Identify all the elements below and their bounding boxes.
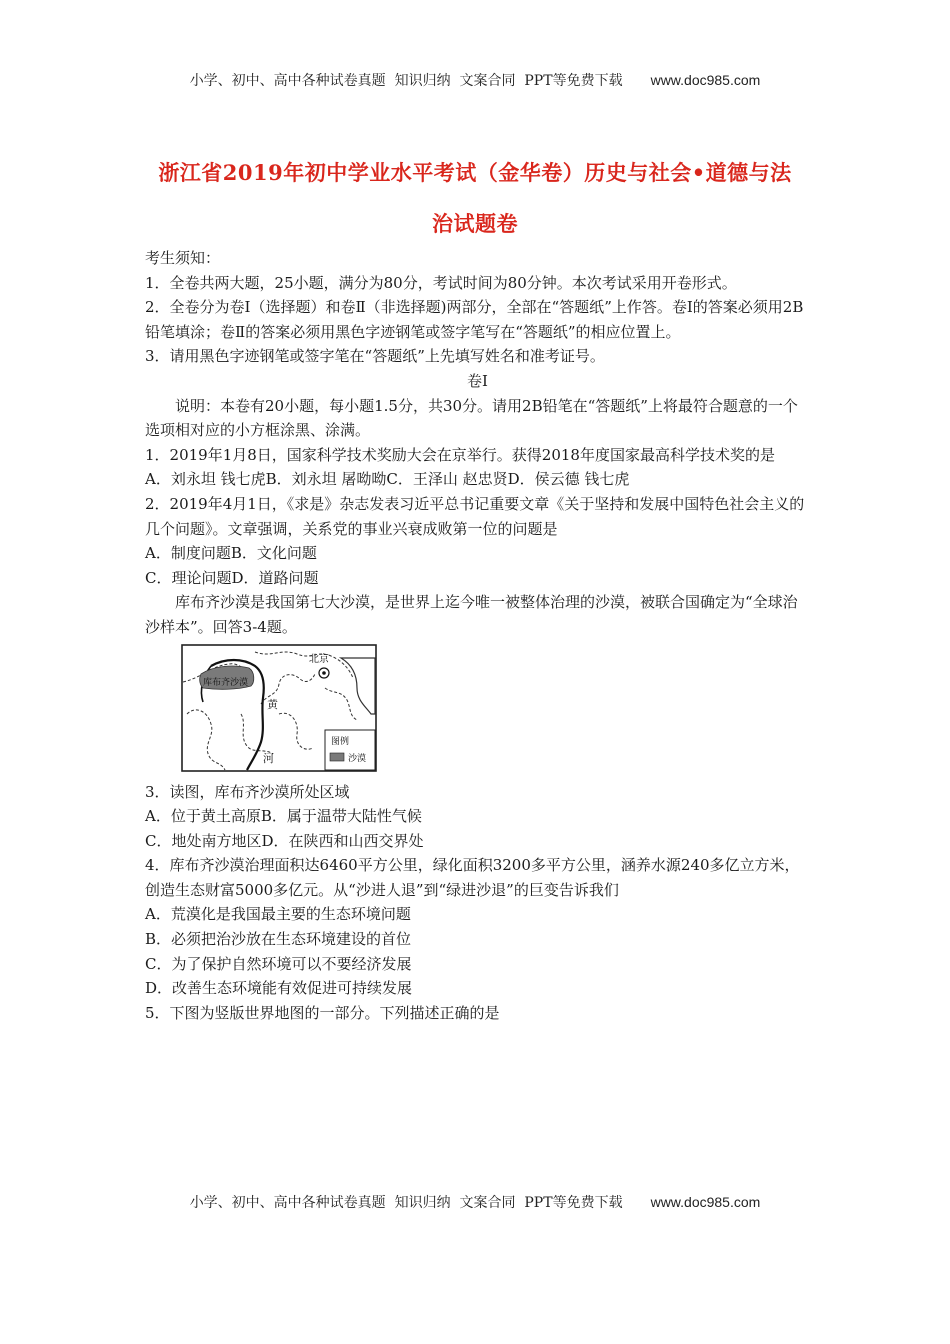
legend-swatch — [330, 753, 344, 761]
question-4-option-d: D．改善生态环境能有效促进可持续发展 — [145, 979, 413, 998]
question-3-stem: 3．读图，库布齐沙漠所处区域 — [145, 782, 350, 801]
desert-passage: 库布齐沙漠是我国第七大沙漠，是世界上迄今唯一被整体治理的沙漠，被联合国确定为“全球治沙样本”。回答3-4题。 — [145, 593, 798, 636]
river-char-huang: 黄 — [267, 697, 278, 711]
page-header — [0, 70, 950, 90]
question-4-option-b: B．必须把治沙放在生态环境建设的首位 — [145, 930, 412, 949]
header-url[interactable]: www.doc985.com — [650, 72, 761, 88]
river-char-he: 河 — [263, 751, 274, 765]
question-4-stem: 4．库布齐沙漠治理面积达6460平方公里，绿化面积3200多平方公里，涵养水源240多亿立方米，创造生态财富5000多亿元。从“沙进人退”到“绿进沙退”的巨变告诉我们 — [145, 856, 800, 899]
question-2-stem: 2．2019年4月1日，《求是》杂志发表习近平总书记重要文章《关于坚持和发展中国特色社会主义的几个问题》。文章强调，关系党的事业兴衰成败第一位的问题是 — [145, 494, 805, 538]
notice-item-2: 2．全卷分为卷Ⅰ（选择题）和卷Ⅱ（非选择题)两部分，全部在“答题纸”上作答。卷Ⅰ的答案必须用2B铅笔填涂；卷Ⅱ的答案必须用黑色字迹钢笔或签字笔写在“答题纸”的相应位置上。 — [145, 298, 804, 341]
exam-body — [145, 246, 810, 1025]
footer-url[interactable]: www.doc985.com — [650, 1194, 761, 1210]
question-1-stem: 1．2019年1月8日，国家科学技术奖励大会在京举行。获得2018年度国家最高科学技术奖的是 — [145, 445, 775, 464]
exam-title-line-1: 浙江省2019年初中学业水平考试（金华卷）历史与社会•道德与法 — [158, 160, 792, 185]
legend-item-label: 沙漠 — [348, 753, 367, 764]
question-4-option-c: C．为了保护自然环境可以不要经济发展 — [145, 954, 412, 973]
beijing-dot-icon — [322, 671, 326, 675]
question-4-option-a: A．荒漠化是我国最主要的生态环境问题 — [145, 905, 411, 924]
map-legend — [325, 730, 375, 770]
exam-title-line-2: 治试题卷 — [432, 211, 518, 236]
question-2-options-cd: C．理论问题D．道路问题 — [145, 568, 319, 587]
desert-label: 库布齐沙漠 — [203, 677, 249, 688]
question-3-options-ab: A．位于黄土高原B．属于温带大陆性气候 — [145, 807, 422, 826]
notice-heading: 考生须知： — [145, 249, 221, 267]
beijing-label: 北京 — [309, 653, 329, 665]
question-2-options-ab: A．制度问题B．文化问题 — [145, 544, 317, 563]
kubuqi-desert-map — [181, 644, 377, 772]
legend-title: 图例 — [331, 736, 350, 747]
footer-text: 小学、初中、高中各种试卷真题 知识归纳 文案合同 PPT等免费下载 — [189, 1195, 623, 1211]
question-5-stem: 5．下图为竖版世界地图的一部分。下列描述正确的是 — [145, 1003, 500, 1022]
section-description: 说明：本卷有20小题，每小题1.5分，共30分。请用2B铅笔在“答题纸”上将最符合题意的一个选项相对应的小方框涂黑、涂满。 — [145, 396, 798, 440]
section-title: 卷Ⅰ — [467, 371, 488, 390]
header-text: 小学、初中、高中各种试卷真题 知识归纳 文案合同 PPT等免费下载 — [189, 73, 623, 89]
notice-item-3: 3．请用黑色字迹钢笔或签字笔在“答题纸”上先填写姓名和准考证号。 — [145, 347, 605, 366]
notice-item-1: 1．全卷共两大题，25小题，满分为80分，考试时间为80分钟。本次考试采用开卷形式。 — [145, 273, 737, 292]
page-footer — [0, 1192, 950, 1212]
question-1-options: A．刘永坦 钱七虎B．刘永坦 屠呦呦C．王泽山 赵忠贤D．侯云德 钱七虎 — [145, 470, 630, 489]
question-3-options-cd: C．地处南方地区D．在陕西和山西交界处 — [145, 831, 424, 850]
